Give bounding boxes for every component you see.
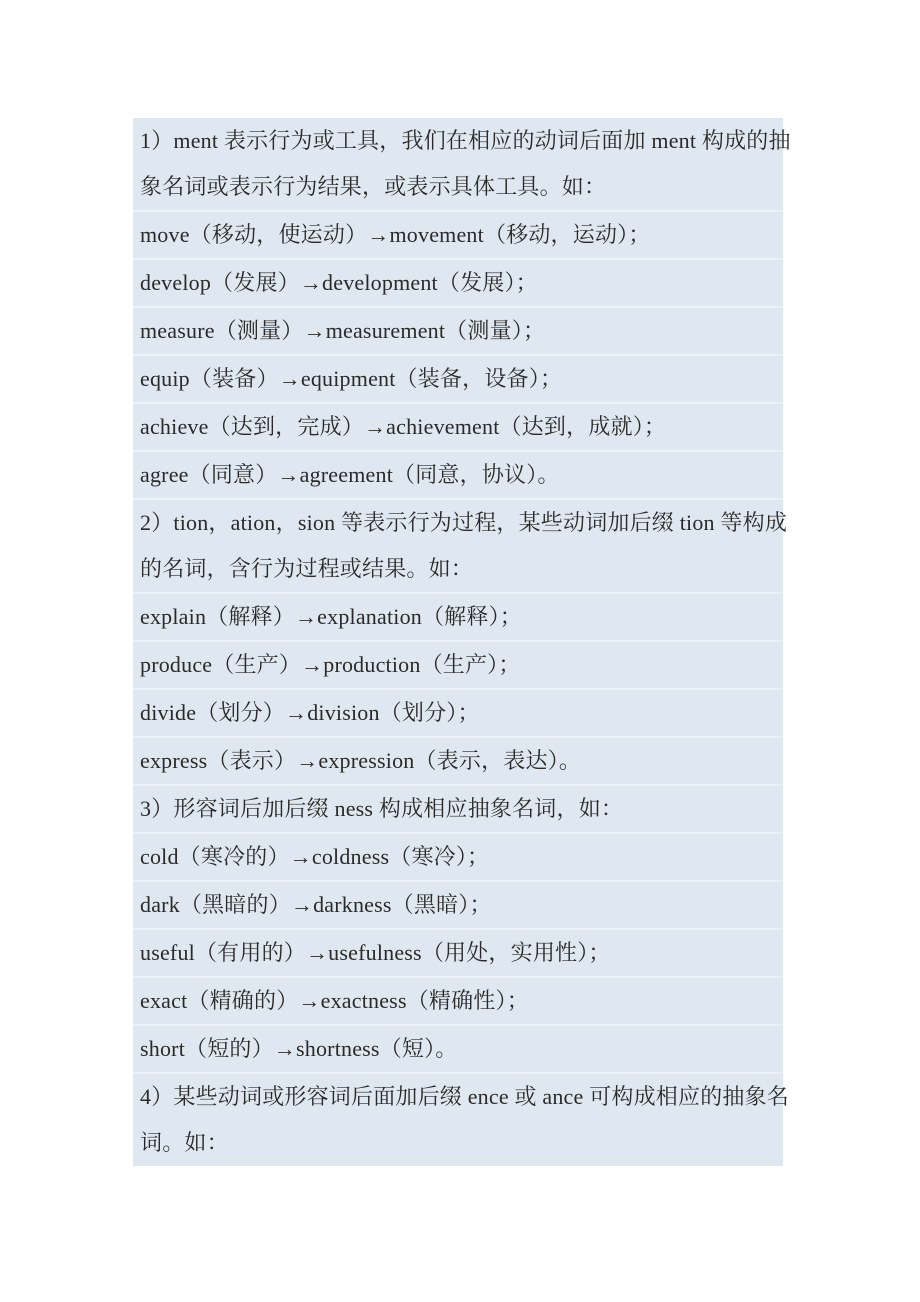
paragraph [133,212,783,258]
text-line: develop（发展）→development（发展）； [140,270,538,295]
text-line: produce（生产）→production（生产）； [140,652,521,677]
text-line: exact（精确的）→exactness（精确性）； [140,988,529,1013]
paragraph [133,118,791,210]
text-line: 4）某些动词或形容词后面加后缀 ence 或 ance 可构成相应的抽象名 [140,1084,789,1109]
paragraph [133,738,783,784]
paragraph [133,260,783,306]
text-line: 3）形容词后加后缀 ness 构成相应抽象名词，如： [140,796,624,821]
text-line: measure（测量）→measurement（测量）； [140,318,546,343]
text-line: useful（有用的）→usefulness（用处，实用性）； [140,940,611,965]
text-line: 1）ment 表示行为或工具，我们在相应的动词后面加 ment 构成的抽 [140,128,791,153]
text-line: agree（同意）→agreement（同意，协议）。 [140,462,560,487]
text-line: 2）tion，ation，sion 等表示行为过程，某些动词加后缀 tion 等构成 [140,510,788,535]
text-line: 的名词，含行为过程或结果。如： [140,556,474,581]
text-line: explain（解释）→explanation（解释）； [140,604,522,629]
paragraph [133,1074,789,1166]
text-line: cold（寒冷的）→coldness（寒冷）； [140,844,490,869]
highlighted-text-block [133,118,791,1166]
paragraph [133,978,783,1024]
paragraph [133,786,783,832]
text-line: express（表示）→expression（表示，表达）。 [140,748,582,773]
text-line: divide（划分）→division（划分）； [140,700,480,725]
paragraph [133,308,783,354]
paragraph [133,834,783,880]
paragraph [133,356,783,402]
paragraph [133,930,783,976]
paragraph [133,882,783,928]
text-line: equip（装备）→equipment（装备，设备）； [140,366,563,391]
text-line: short（短的）→shortness（短）。 [140,1036,458,1061]
paragraph [133,642,783,688]
text-line: 象名词或表示行为结果，或表示具体工具。如： [140,174,607,199]
text-line: 词。如： [140,1130,229,1155]
text-line: dark（黑暗的）→darkness（黑暗）； [140,892,492,917]
text-line: achieve（达到，完成）→achievement（达到，成就）； [140,414,667,439]
paragraph [133,690,783,736]
paragraph [133,594,783,640]
paragraph [133,452,783,498]
paragraph [133,404,783,450]
paragraph [133,500,788,592]
text-line: move（移动，使运动）→movement（移动，运动）； [140,222,651,247]
paragraph [133,1026,783,1072]
